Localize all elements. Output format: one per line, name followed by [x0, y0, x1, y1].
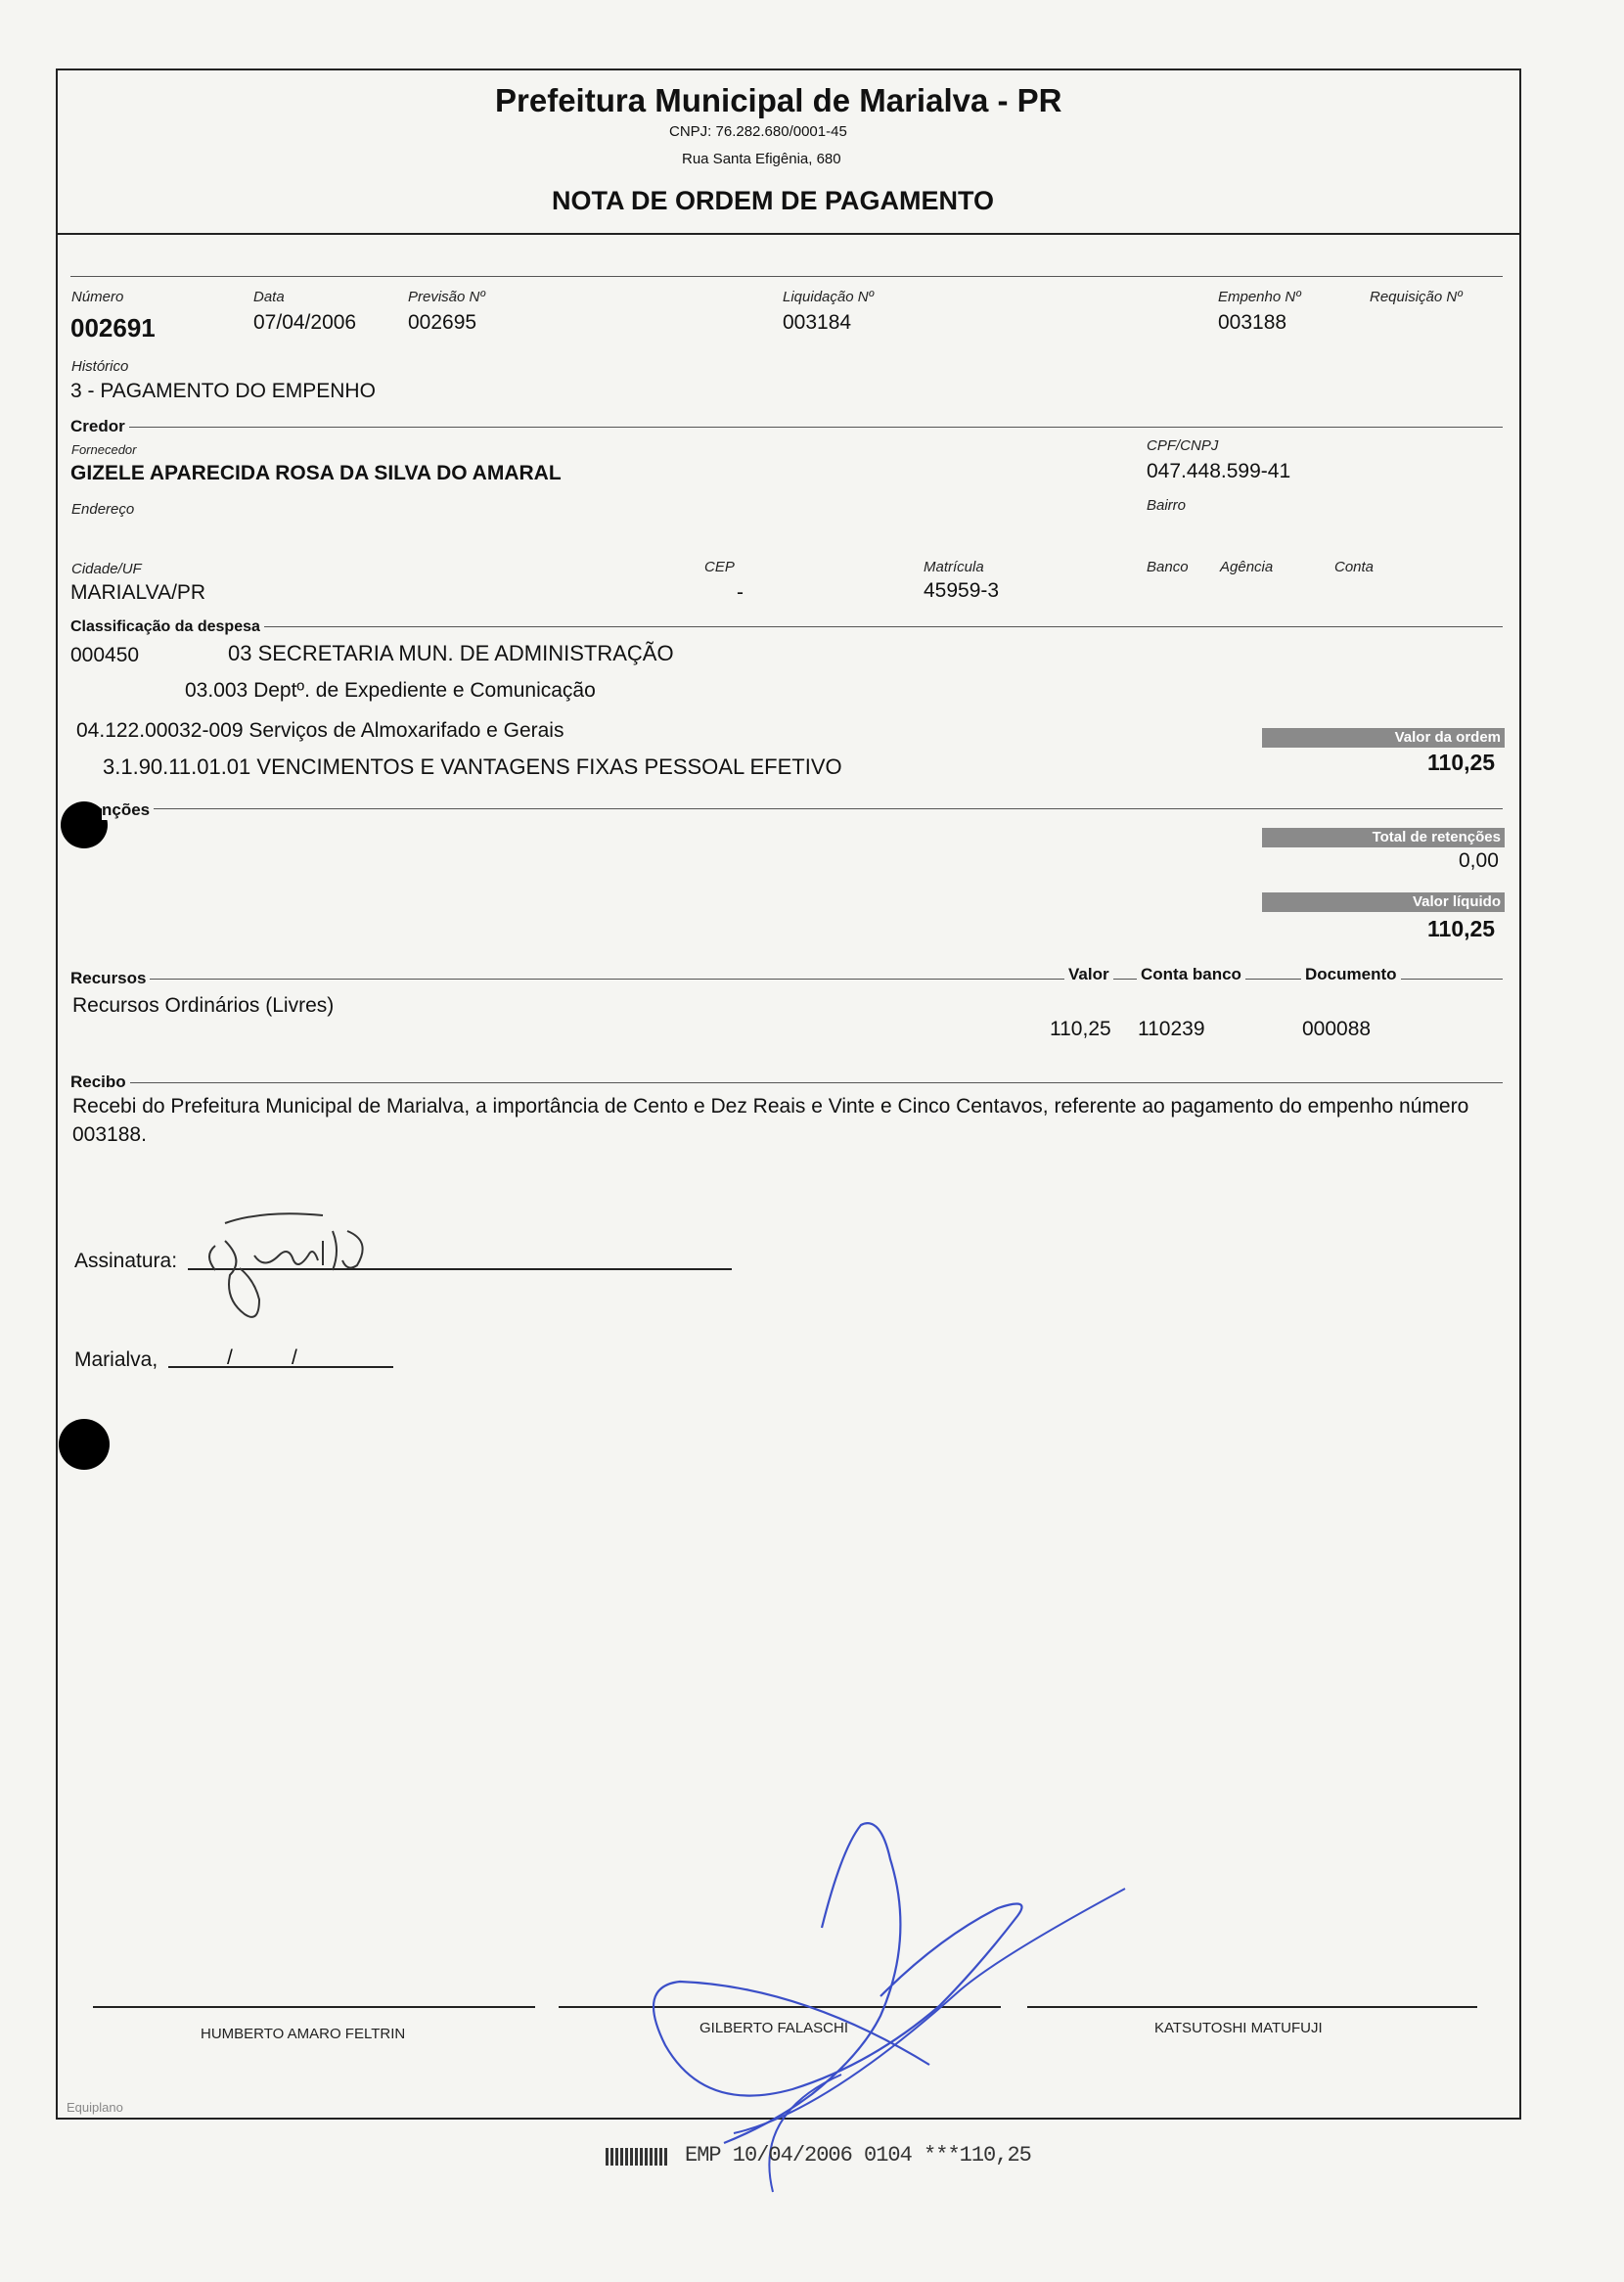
matricula-value: 45959-3	[924, 579, 1000, 602]
signatory-3: KATSUTOSHI MATUFUJI	[1154, 2020, 1323, 2036]
header-divider	[56, 233, 1521, 235]
recurso-name: Recursos Ordinários (Livres)	[72, 994, 335, 1017]
valor-liquido-label: Valor líquido	[1262, 892, 1505, 912]
recibo-rule	[70, 1082, 1503, 1083]
punch-hole	[61, 801, 108, 848]
cnpj-text: CNPJ: 76.282.680/0001-45	[669, 123, 847, 140]
handwritten-signature	[186, 1202, 401, 1329]
liquidacao-label: Liquidação Nº	[783, 289, 875, 305]
address-text: Rua Santa Efigênia, 680	[682, 151, 841, 167]
conta-label: Conta	[1334, 559, 1375, 575]
agencia-label: Agência	[1220, 559, 1274, 575]
fornecedor-value: GIZELE APARECIDA ROSA DA SILVA DO AMARAL	[70, 462, 562, 484]
valor-liquido-value: 110,25	[1427, 916, 1496, 941]
numero-label: Número	[71, 289, 124, 305]
retencoes-section: nções	[102, 800, 154, 820]
recursos-rule	[70, 979, 1503, 980]
bairro-label: Bairro	[1147, 497, 1187, 514]
cidade-value: MARIALVA/PR	[70, 581, 206, 604]
stamp-logo	[606, 2148, 668, 2166]
recurso-documento: 000088	[1302, 1018, 1372, 1040]
signature-line-1	[93, 2006, 535, 2008]
total-retencoes-value: 0,00	[1459, 849, 1499, 872]
recibo-text: Recebi do Prefeitura Municipal de Marialva, a importância de Cento e Dez Reais e Vinte e Cinco Centavos, referente ao pagamento do empenho número 003188.	[72, 1095, 1469, 1146]
credor-rule	[70, 427, 1503, 428]
valor-ordem-label: Valor da ordem	[1262, 728, 1505, 748]
marialva-label: Marialva,	[74, 1348, 158, 1371]
classificacao-line3: 04.122.00032-009 Serviços de Almoxarifado e Gerais	[76, 719, 564, 742]
recurso-valor: 110,25	[1050, 1018, 1111, 1040]
software-name: Equiplano	[67, 2100, 123, 2115]
classificacao-section: Classificação da despesa	[70, 618, 264, 636]
classificacao-line2: 03.003 Deptº. de Expediente e Comunicação	[185, 679, 596, 702]
signatory-2: GILBERTO FALASCHI	[699, 2020, 848, 2036]
recursos-valor-header: Valor	[1064, 965, 1113, 984]
previsao-value: 002695	[408, 311, 477, 334]
cidade-label: Cidade/UF	[71, 561, 142, 577]
historico-label: Histórico	[71, 358, 129, 375]
blue-signature	[646, 1820, 1154, 2241]
numero-value: 002691	[70, 313, 156, 342]
stamp-text: EMP 10/04/2006 0104 ***110,25	[685, 2143, 1031, 2168]
classificacao-code: 000450	[70, 644, 140, 666]
recibo-section: Recibo	[70, 1073, 130, 1092]
fornecedor-label: Fornecedor	[71, 442, 137, 457]
credor-section: Credor	[70, 417, 129, 436]
cpf-cnpj-label: CPF/CNPJ	[1147, 437, 1219, 454]
document-title: NOTA DE ORDEM DE PAGAMENTO	[552, 186, 995, 215]
banco-label: Banco	[1147, 559, 1189, 575]
date-line	[168, 1366, 393, 1368]
recursos-conta-banco-header: Conta banco	[1137, 965, 1245, 984]
classificacao-rule	[70, 626, 1503, 627]
top-rule	[70, 276, 1503, 277]
recurso-conta: 110239	[1138, 1018, 1205, 1040]
total-retencoes-label: Total de retenções	[1262, 828, 1505, 847]
signatory-1: HUMBERTO AMARO FELTRIN	[201, 2026, 406, 2042]
matricula-label: Matrícula	[924, 559, 984, 575]
classificacao-line4: 3.1.90.11.01.01 VENCIMENTOS E VANTAGENS FIXAS PESSOAL EFETIVO	[103, 754, 842, 779]
cpf-cnpj-value: 047.448.599-41	[1147, 460, 1291, 482]
punch-hole-lower	[59, 1419, 110, 1470]
assinatura-label: Assinatura:	[74, 1250, 178, 1272]
valor-ordem-value: 110,25	[1427, 750, 1496, 775]
municipality-title: Prefeitura Municipal de Marialva - PR	[495, 82, 1062, 118]
classificacao-line1: 03 SECRETARIA MUN. DE ADMINISTRAÇÃO	[228, 641, 674, 665]
previsao-label: Previsão Nº	[408, 289, 485, 305]
historico-value: 3 - PAGAMENTO DO EMPENHO	[70, 380, 376, 402]
endereco-label: Endereço	[71, 501, 135, 518]
recursos-section: Recursos	[70, 969, 150, 988]
liquidacao-value: 003184	[783, 311, 852, 334]
date-slash-1: /	[227, 1346, 233, 1369]
requisicao-label: Requisição Nº	[1370, 289, 1463, 305]
empenho-value: 003188	[1218, 311, 1287, 334]
data-value: 07/04/2006	[253, 311, 357, 334]
cep-value: -	[737, 581, 744, 604]
cep-label: CEP	[704, 559, 735, 575]
retencoes-rule	[70, 808, 1503, 809]
recursos-documento-header: Documento	[1301, 965, 1401, 984]
data-label: Data	[253, 289, 285, 305]
empenho-label: Empenho Nº	[1218, 289, 1301, 305]
date-slash-2: /	[292, 1346, 297, 1369]
